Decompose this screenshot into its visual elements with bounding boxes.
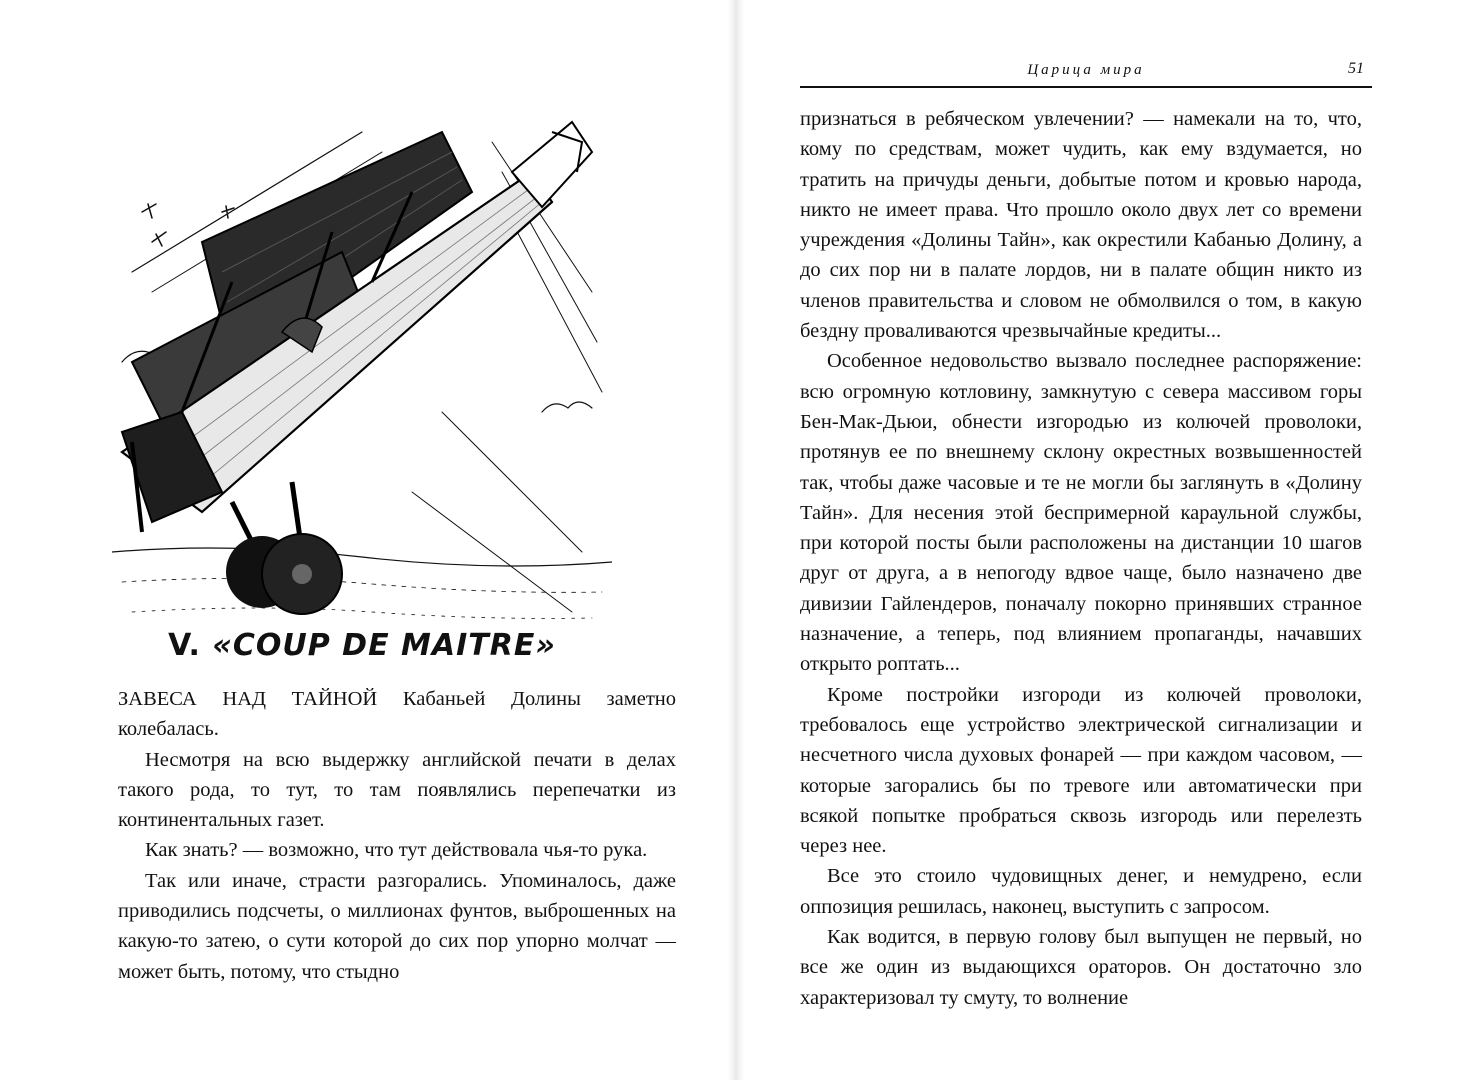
- right-page-text: [800, 104, 1362, 1013]
- paragraph: Как водится, в первую голову был выпущен не первый, но все же один из выдающихся ораторов. Он достаточно зло характеризовал ту смуту, то волнение: [800, 926, 1362, 1009]
- paragraph: Особенное недовольство вызвало последнее распоряжение: всю огромную котловину, замкнутую с севера массивом горы Бен-Мак-Дьюи, обнести изгородью из колючей проволоки, протянув ее по внешнему склону окрестных возвышенностей так, чтобы даже часовые и те не могли бы заглянуть в «Долину Тайн». Для несения этой беспримерной караульной службы, при которой посты были расположены на дистанции 10 шагов друг от друга, а в непогоду вдвое чаще, было назначено две дивизии Гайлендеров, поначалу покорно принявших странное назначение, а теперь, под влиянием пропаганды, начавших открыто роптать...: [800, 350, 1362, 676]
- left-page: [0, 0, 728, 1080]
- page-number: 51: [1348, 60, 1364, 77]
- running-head-title: Царица мира: [1027, 62, 1145, 78]
- paragraph: Как знать? — возможно, что тут действовала чья-то рука.: [145, 839, 648, 862]
- paragraph: Так или иначе, страсти разгорались. Упоминалось, даже приводились подсчеты, о миллионах фунтов, выброшенных на какую-то затею, о сути которой до сих пор упорно молчат — может быть, потому, что стыдно: [118, 869, 676, 983]
- book-gutter: [728, 0, 744, 1080]
- paragraph: ЗАВЕСА НАД ТАЙНОЙ Кабаньей Долины заметно колебалась.: [118, 688, 676, 741]
- chapter-title-text: «COUP DE MAITRE»: [212, 628, 556, 663]
- right-page: [744, 0, 1472, 1080]
- paragraph: признаться в ребяческом увлечении? — намекали на то, что, кому по средствам, может чудить, как ему вздумается, но тратить на причуды деньги, добытые потом и кровью народа, никто не имеет права. Что прошло около двух лет со времени учреждения «Долины Тайн», как окрестили Кабанью Долину, а до сих пор ни в палате лордов, ни в палате общин никто из членов правительства и словом не обмолвился о том, в какую бездну проваливаются чрезвычайные кредиты...: [800, 108, 1362, 343]
- biplane-illustration: [112, 112, 612, 632]
- chapter-heading: [112, 628, 612, 663]
- chapter-numeral: V.: [168, 628, 201, 663]
- left-page-text: [118, 684, 676, 987]
- paragraph: Кроме постройки изгороди из колючей проволоки, требовалось еще устройство электрической сигнализации и несчетного числа духовых фонарей — при каждом часовом, — которые загорались бы по тревоге или автоматически при всякой попытке пробраться сквозь изгородь или перелезть через нее.: [800, 683, 1362, 858]
- paragraph: Все это стоило чудовищных денег, и немудрено, если оппозиция решилась, наконец, выступить с запросом.: [800, 865, 1362, 918]
- paragraph: Несмотря на всю выдержку английской печати в делах такого рода, то тут, то там появлялись перепечатки из континентальных газет.: [118, 748, 676, 832]
- running-head: [800, 60, 1372, 88]
